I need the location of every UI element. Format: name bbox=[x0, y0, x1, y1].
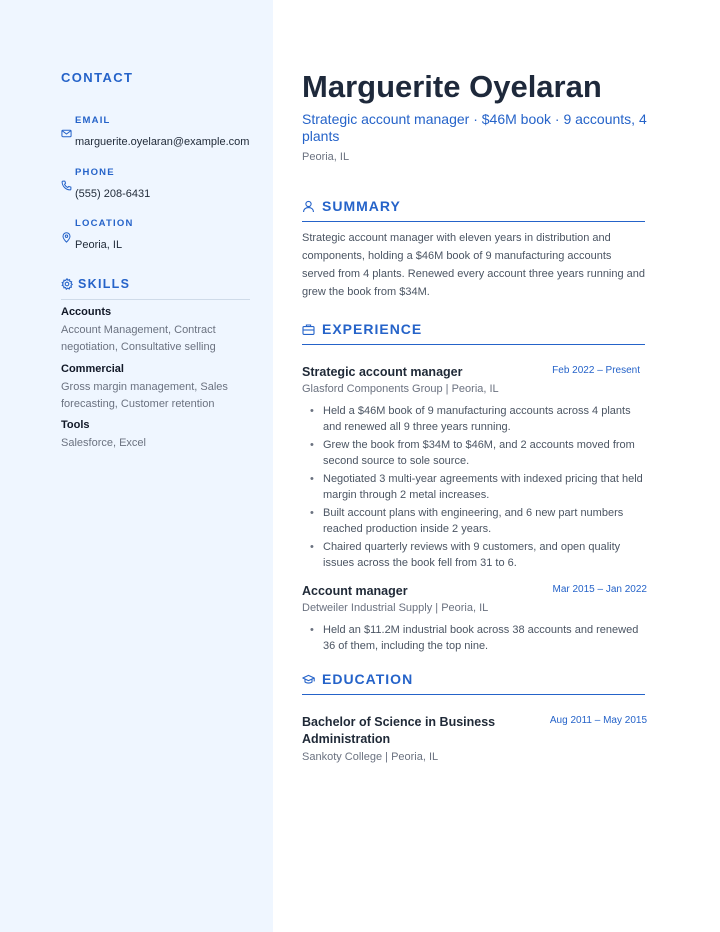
summary-heading-text: SUMMARY bbox=[322, 198, 401, 214]
list-item: • Grew the book from $34M to $46M, and 2 accounts moved from second source to sole source. bbox=[302, 437, 647, 469]
header-location: Peoria, IL bbox=[302, 151, 350, 163]
skill-group-title: Commercial bbox=[61, 363, 124, 375]
contact-heading: CONTACT bbox=[61, 70, 134, 85]
job-title: Account manager bbox=[302, 584, 408, 598]
location-label: LOCATION bbox=[75, 218, 134, 229]
skills-heading-text: SKILLS bbox=[78, 277, 131, 291]
user-icon bbox=[302, 200, 315, 213]
tagline: Strategic account manager · $46M book · 9 accounts, 4 plants bbox=[302, 111, 647, 144]
degree: Bachelor of Science in Business Administration bbox=[302, 715, 496, 746]
phone-label: PHONE bbox=[75, 167, 115, 178]
education-dates: Aug 2011 – May 2015 bbox=[549, 715, 647, 726]
gear-icon bbox=[61, 278, 73, 290]
list-item: • Built account plans with engineering, and 6 new part numbers reached production inside 2 years. bbox=[302, 505, 647, 537]
job-dates: Mar 2015 – Jan 2022 bbox=[552, 584, 647, 595]
skill-group-accounts bbox=[61, 306, 251, 355]
candidate-name: Marguerite Oyelaran bbox=[302, 69, 602, 104]
job-entry bbox=[302, 584, 647, 659]
skill-group-tools bbox=[61, 419, 251, 452]
skill-group-commercial bbox=[61, 363, 251, 412]
list-item: • Held a $46M book of 9 manufacturing accounts across 4 plants and renewed all 9 three years running. bbox=[302, 403, 647, 435]
experience-heading bbox=[302, 321, 645, 345]
phone-value[interactable]: (555) 208-6431 bbox=[75, 188, 151, 200]
skill-group-title: Tools bbox=[61, 419, 90, 431]
map-pin-icon bbox=[61, 232, 72, 243]
list-item: • Negotiated 3 multi-year agreements with indexed pricing that held margin through 2 metal increases. bbox=[302, 471, 647, 503]
job-company: Detweiler Industrial Supply | Peoria, IL bbox=[302, 602, 489, 614]
education-heading-text: EDUCATION bbox=[322, 671, 414, 687]
skill-group-items: Salesforce, Excel bbox=[61, 437, 146, 449]
skill-group-items: Gross margin management, Sales forecasting, Customer retention bbox=[61, 381, 228, 410]
mail-icon bbox=[61, 128, 72, 139]
summary-text: Strategic account manager with eleven years in distribution and components, holding a $46M book of 9 manufacturing accounts served from 4 plants. Renewed every account three years running and grew the book from $34M. bbox=[302, 232, 646, 298]
job-title: Strategic account manager bbox=[302, 365, 463, 379]
location-value: Peoria, IL bbox=[75, 239, 123, 251]
school: Sankoty College | Peoria, IL bbox=[302, 751, 439, 763]
email-label: EMAIL bbox=[75, 115, 111, 126]
briefcase-icon bbox=[302, 323, 315, 336]
job-company: Glasford Components Group | Peoria, IL bbox=[302, 383, 499, 395]
skill-group-items: Account Management, Contract negotiation, Consultative selling bbox=[61, 324, 216, 353]
main-content bbox=[273, 0, 720, 932]
experience-heading-text: EXPERIENCE bbox=[322, 321, 423, 337]
list-item: • Held an $11.2M industrial book across 38 accounts and renewed 36 of them, including the top nine. bbox=[302, 622, 647, 654]
phone-icon bbox=[61, 180, 72, 191]
email-value[interactable]: marguerite.oyelaran@example.com bbox=[75, 136, 250, 148]
job-entry bbox=[302, 365, 647, 575]
list-item: • Chaired quarterly reviews with 9 customers, and open quality issues across the book fell from 31 to 6. bbox=[302, 539, 647, 571]
education-heading bbox=[302, 671, 645, 695]
skills-heading bbox=[61, 276, 250, 300]
summary-heading bbox=[302, 198, 645, 222]
sidebar bbox=[0, 0, 273, 932]
job-dates: Feb 2022 – Present bbox=[552, 365, 640, 376]
job-bullets bbox=[302, 622, 647, 656]
graduation-cap-icon bbox=[302, 673, 315, 686]
skill-group-title: Accounts bbox=[61, 306, 112, 318]
job-bullets bbox=[302, 403, 647, 573]
